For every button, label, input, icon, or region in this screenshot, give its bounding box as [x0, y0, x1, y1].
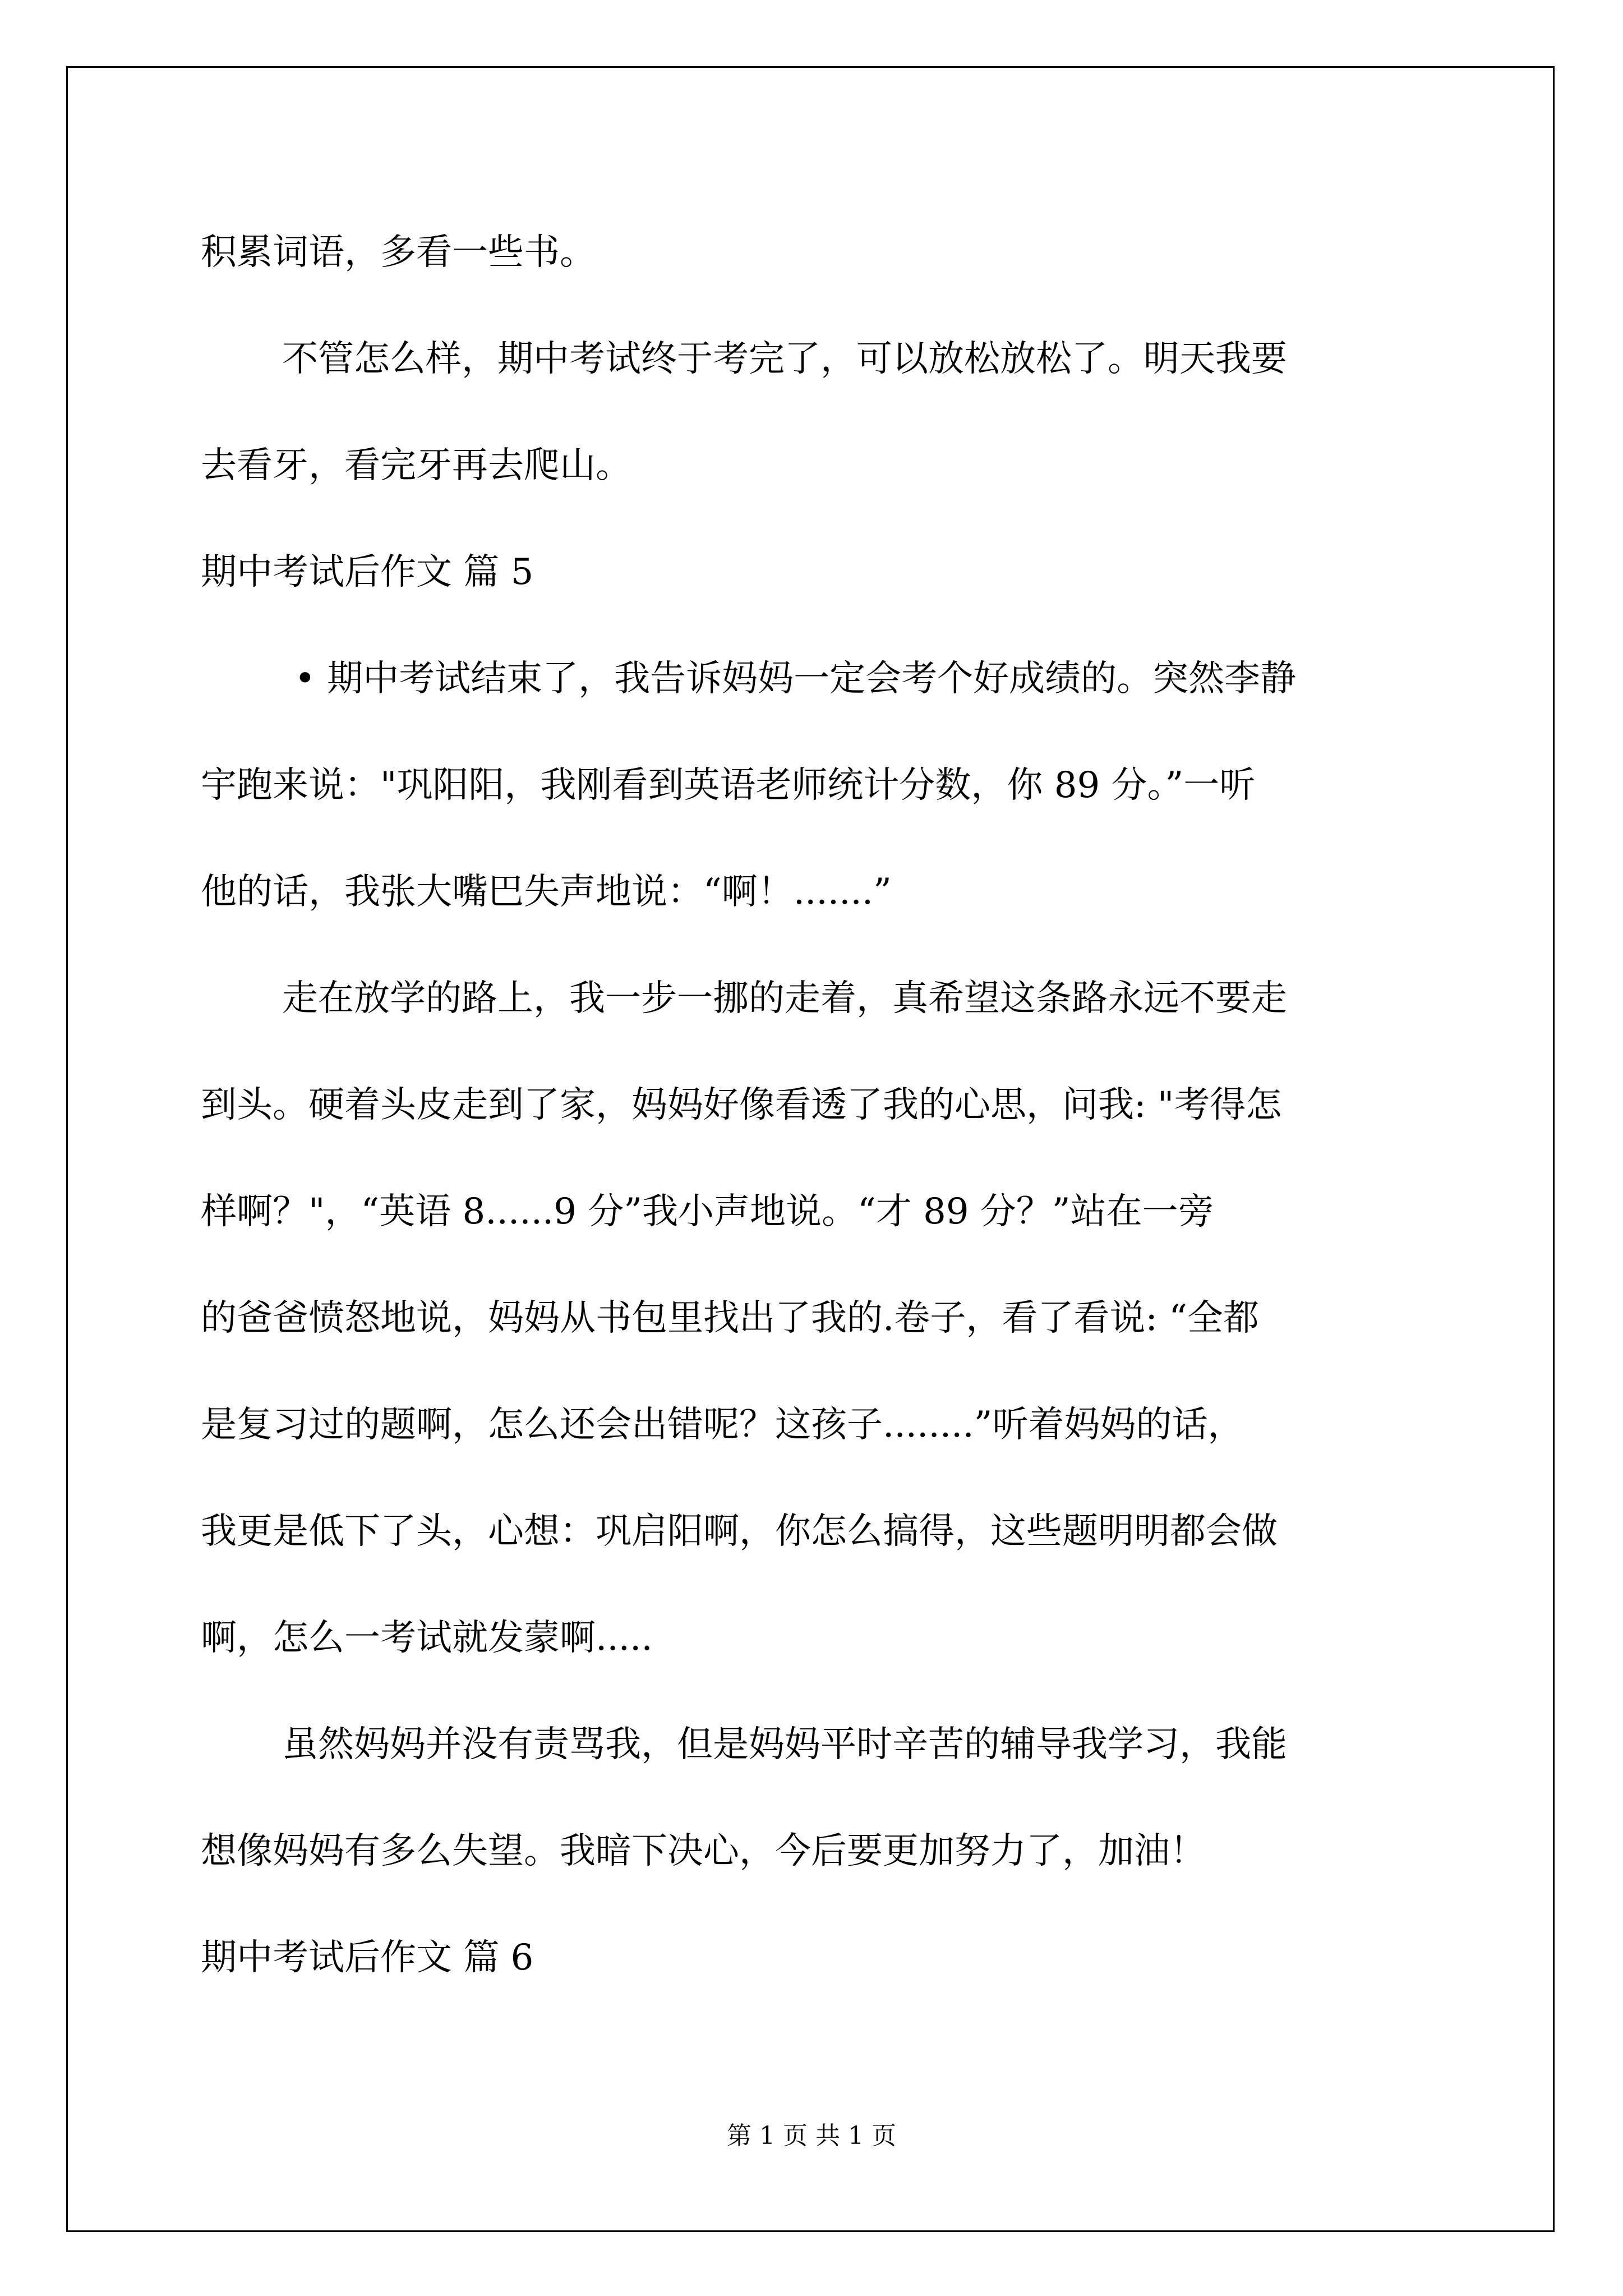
section-heading: 期中考试后作文 篇 5 [201, 551, 534, 593]
bullet-paragraph-line: • 期中考试结束了，我告诉妈妈一定会考个好成绩的。突然李静 [294, 658, 1297, 700]
paragraph-line: 啊，怎么一考试就发蒙啊..... [201, 1617, 653, 1659]
page-border [66, 66, 1555, 2232]
paragraph-line: 到头。硬着头皮走到了家，妈妈好像看透了我的心思，问我: "考得怎 [201, 1084, 1282, 1126]
paragraph-line: 积累词语，多看一些书。 [201, 232, 596, 273]
paragraph-line: 宇跑来说："巩阳阳，我刚看到英语老师统计分数，你 89 分。”一听 [201, 765, 1256, 806]
paragraph-line: 的爸爸愤怒地说，妈妈从书包里找出了我的.卷子，看了看说: “全都 [201, 1297, 1259, 1339]
page-number-footer: 第 1 页 共 1 页 [727, 2122, 896, 2150]
paragraph-line: 我更是低下了头，心想：巩启阳啊，你怎么搞得，这些题明明都会做 [201, 1511, 1278, 1552]
paragraph-line: 不管怎么样，期中考试终于考完了，可以放松放松了。明天我要 [282, 338, 1287, 380]
paragraph-line: 去看牙，看完牙再去爬山。 [201, 445, 631, 486]
paragraph-line: 虽然妈妈并没有责骂我，但是妈妈平时辛苦的辅导我学习，我能 [282, 1724, 1287, 1765]
paragraph-line: 想像妈妈有多么失望。我暗下决心，今后要更加努力了，加油！ [201, 1830, 1206, 1872]
paragraph-line: 走在放学的路上，我一步一挪的走着，真希望这条路永远不要走 [282, 978, 1287, 1019]
section-heading: 期中考试后作文 篇 6 [201, 1937, 534, 1978]
paragraph-line: 是复习过的题啊，怎么还会出错呢？这孩子........”听着妈妈的话， [201, 1404, 1244, 1446]
paragraph-line: 他的话，我张大嘴巴失声地说：“啊！.......” [201, 871, 892, 913]
paragraph-line: 样啊？"，“英语 8......9 分”我小声地说。“才 89 分？”站在一旁 [201, 1191, 1214, 1232]
